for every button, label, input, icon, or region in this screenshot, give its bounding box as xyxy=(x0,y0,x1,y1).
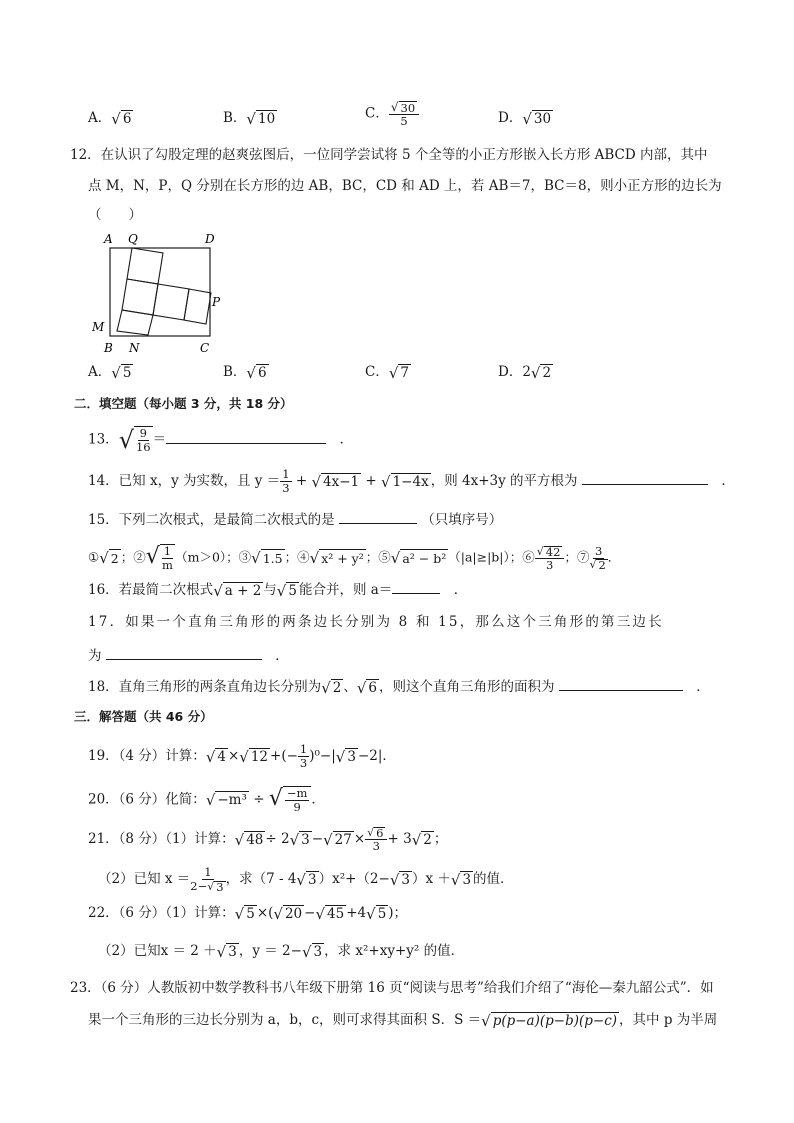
label-m: M xyxy=(92,320,105,334)
q18-answer-blank[interactable] xyxy=(559,676,683,691)
q12-option-c: C． √ 7 xyxy=(365,363,409,382)
q15-answer-blank[interactable] xyxy=(339,509,417,524)
q11-option-a: A． √ 6 xyxy=(88,109,132,128)
q20: 20．（6 分）化简： √ −m³ ÷ √ $\frac{-m}{9}$ ． xyxy=(88,786,325,814)
sqrt-expression: √ 4x−1 xyxy=(311,472,360,491)
q16-answer-blank[interactable] xyxy=(392,579,440,594)
q23-line-2: 果一个三角形的三边长分别为 a，b，c，则可求得其面积 S．S ＝ √ p(p−a)(p−b)(p−c) ，其中 p 为半周 xyxy=(88,1011,718,1030)
q17-line-2: 为 ． xyxy=(88,645,289,666)
sqrt-expression: √ 6 xyxy=(111,109,132,128)
q22-line-1: 22．（6 分）（1）计算： √ 5 ×( √ 20 − √ 45 +4 √ 5 )； xyxy=(88,904,408,923)
label-c: C xyxy=(200,341,210,355)
sqrt-expression: √ 10 xyxy=(246,109,276,128)
q12-option-d: D．2 √ 2 xyxy=(498,363,552,382)
q14-answer-blank[interactable] xyxy=(582,470,708,485)
q19: 19．（4 分）计算： √ 4 × √ 12 +(− $\frac{1}{3}$ )⁰−| √ 3 −2|． xyxy=(88,742,396,770)
q13: 13． √ $\frac{9}{16}$ ＝ ． xyxy=(88,426,354,454)
q12-answer-bracket: （ ） xyxy=(88,207,142,223)
label-q: Q xyxy=(128,232,138,246)
five-squares xyxy=(117,248,211,335)
sqrt-expression: √ 5 xyxy=(111,363,132,382)
fraction: √ 30 5 xyxy=(389,100,419,128)
q13-answer-blank[interactable] xyxy=(166,429,326,444)
q15-line-1: 15．下列二次根式，是最简二次根式的是 （只填序号） xyxy=(88,509,502,530)
q16: 16．若最简二次根式 √ a + 2 与 √ 5 能合并，则 a＝ ． xyxy=(88,579,467,600)
q15-items: ① √ 2 ；② √ $\frac{1}{m}$ （m＞0）；③ √ 1.5 ；④ √ x² + y² ；⑤ √ a² − b² （|a|≥|b|）；⑥ √ 42 3 ；⑦ 3 √ 2 ． xyxy=(88,544,621,572)
q23-line-1: 23．（6 分）人教版初中数学教科书八年级下册第 16 页“阅读与思考”给我们介绍了“海伦—秦九韶公式”．如 xyxy=(70,980,714,996)
q17-answer-blank[interactable] xyxy=(106,645,262,660)
label-a: A xyxy=(104,232,113,246)
q18: 18．直角三角形的两条直角边长分别为 √ 2 、 √ 6 ，则这个直角三角形的面积为 ． xyxy=(88,676,710,697)
sqrt-expression: √ 7 xyxy=(388,363,409,382)
sqrt-expression: √ 2 xyxy=(530,363,552,382)
q12-option-b: B． √ 6 xyxy=(223,363,267,382)
sqrt-expression: √ 1−4x xyxy=(381,472,429,491)
label-d: D xyxy=(205,232,215,246)
q12-line-1: 12．在认识了勾股定理的赵爽弦图后，一位同学尝试将 5 个全等的小正方形嵌入长方形 ABCD 内部，其中 xyxy=(70,147,708,163)
q11-option-c: C． √ 30 5 xyxy=(365,100,419,128)
q12-line-2: 点 M，N，P，Q 分别在长方形的边 AB，BC，CD 和 AD 上，若 AB＝7，BC＝8，则小正方形的边长为 xyxy=(88,178,722,194)
sqrt-expression: √ $\frac{9}{16}$ xyxy=(118,426,151,454)
q11-option-d: D． √ 30 xyxy=(498,109,552,128)
q22-line-2: （2）已知x ＝ 2 ＋ √ 3 ，y ＝ 2− √ 3 ，求 x²+xy+y² 的值． xyxy=(98,942,465,961)
sqrt-expression: √ 30 xyxy=(522,109,552,128)
q21-line-2: （2）已知 x ＝ 1 2− √ 3 ，求（7 - 4 √ 3 ）x²+（2− √ 3 ）x ＋ √ 3 的值． xyxy=(98,865,514,894)
section-3-heading: 三．解答题（共 46 分） xyxy=(74,709,213,724)
label-n: N xyxy=(129,341,140,355)
q14: 14．已知 x，y 为实数，且 y ＝ $\frac{1}{3}$ + √ 4x−1 + √ 1−4x ，则 4x+3y 的平方根为 ． xyxy=(88,467,735,495)
section-2-heading: 二．填空题（每小题 3 分，共 18 分） xyxy=(74,396,293,411)
q11-option-b: B． √ 10 xyxy=(223,109,276,128)
q21-line-1: 21．（8 分）（1）计算： √ 48 ÷ 2 √ 3 − √ 27 × √ 6 3 + 3 √ 2 ； xyxy=(88,826,448,853)
q17-line-1: 17．如果一个直角三角形的两条边长分别为 8 和 15，那么这个三角形的第三边长 xyxy=(88,614,664,630)
q12-option-a: A． √ 5 xyxy=(88,363,132,382)
q12-figure xyxy=(88,228,228,358)
label-p: P xyxy=(212,295,221,309)
label-b: B xyxy=(104,341,113,355)
sqrt-expression: √ 6 xyxy=(246,363,267,382)
